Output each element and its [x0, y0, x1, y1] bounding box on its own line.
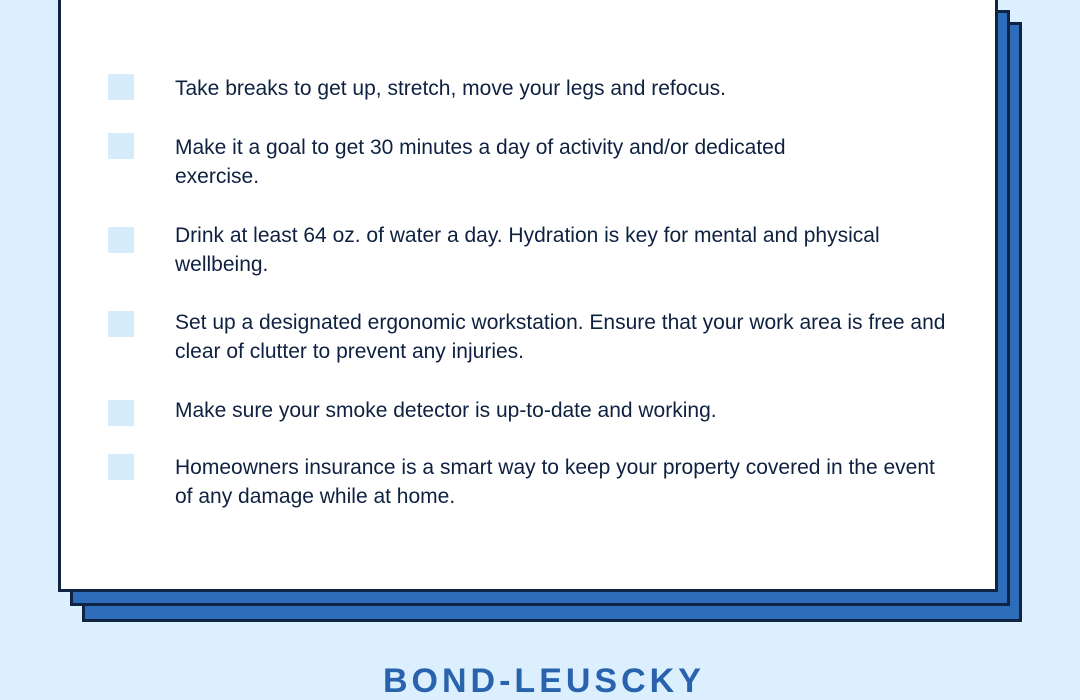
checkbox[interactable] — [108, 133, 134, 159]
checklist-item-text: Homeowners insurance is a smart way to keep your property covered in the event of any damage while at home. — [175, 456, 935, 508]
checklist-item-text: Make it a goal to get 30 minutes a day of activity and/or dedicated exercise. — [175, 136, 786, 188]
checklist-item-text: Set up a designated ergonomic workstation. Ensure that your work area is free and clear of clutter to prevent any injuries. — [175, 311, 946, 363]
checkbox[interactable] — [108, 400, 134, 426]
checkbox[interactable] — [108, 311, 134, 337]
checklist-item-text: Take breaks to get up, stretch, move your legs and refocus. — [175, 77, 726, 100]
brand-logo: BOND-LEUSCKY — [383, 662, 705, 700]
checklist-item-text: Drink at least 64 oz. of water a day. Hydration is key for mental and physical wellbeing. — [175, 224, 880, 276]
checklist-item-text: Make sure your smoke detector is up-to-date and working. — [175, 399, 717, 422]
checkbox[interactable] — [108, 454, 134, 480]
checkbox[interactable] — [108, 74, 134, 100]
checkbox[interactable] — [108, 227, 134, 253]
